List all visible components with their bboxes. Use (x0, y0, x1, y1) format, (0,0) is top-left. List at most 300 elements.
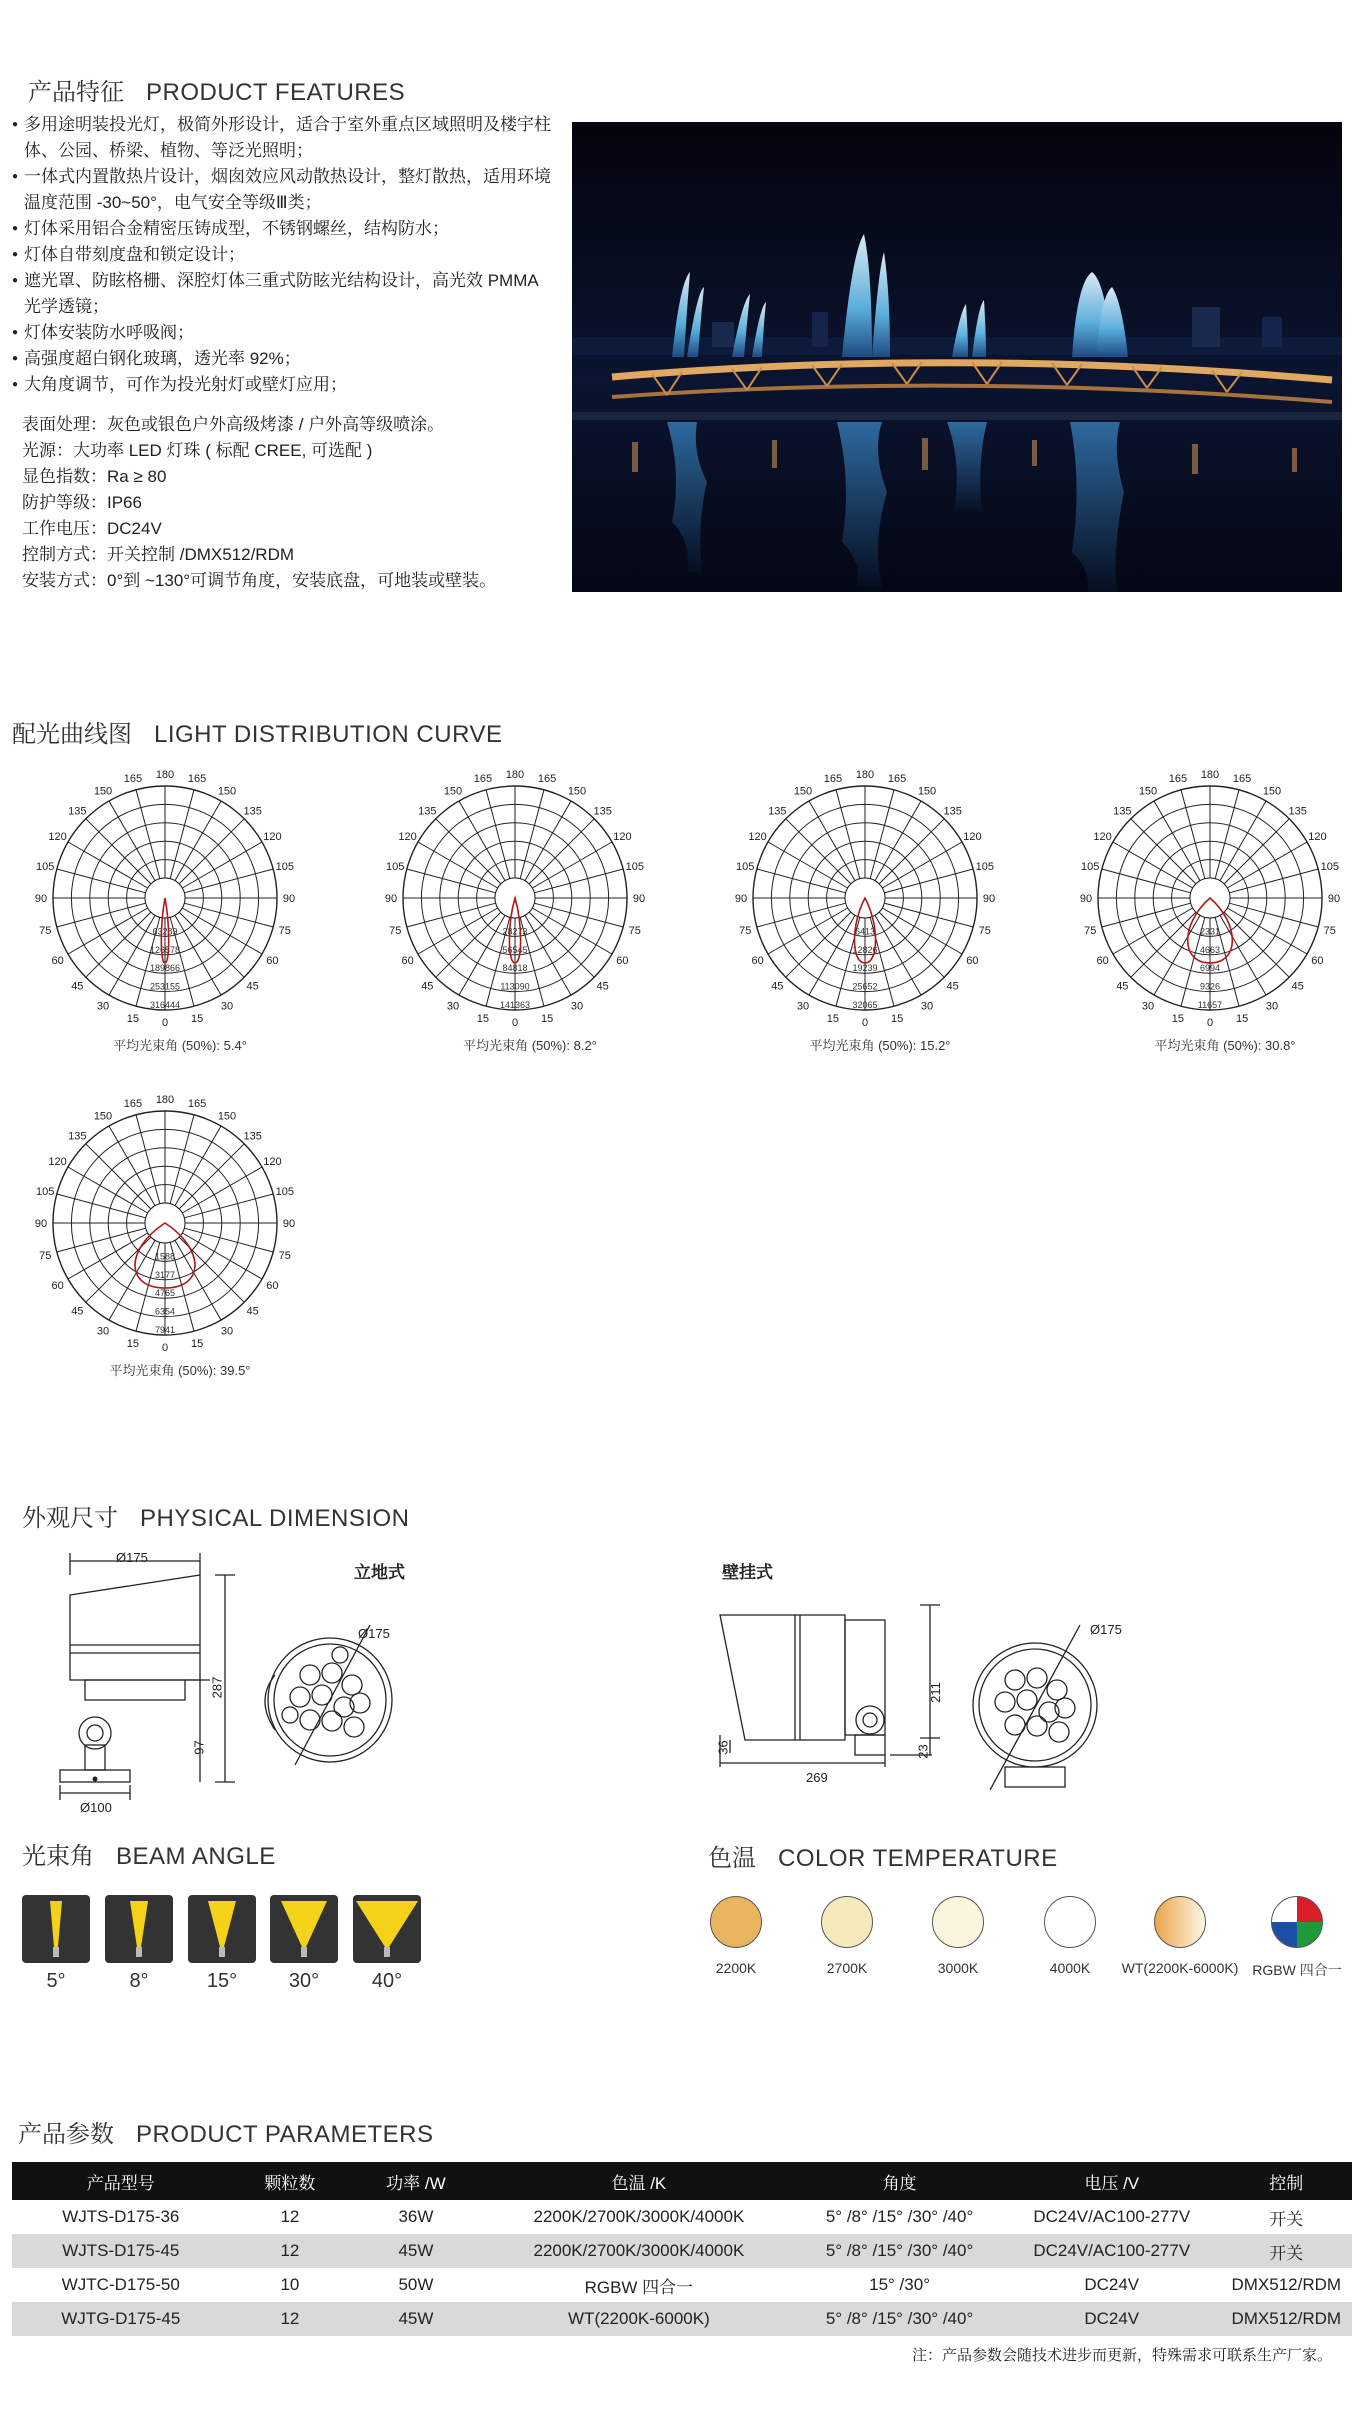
polar-spoke (520, 790, 544, 879)
polar-angle-label: 60 (266, 1280, 279, 1292)
beam-angle-icon (270, 1895, 338, 1963)
polar-angle-label: 150 (93, 785, 113, 798)
wall-base-label: 36 (715, 1740, 731, 1755)
polar-spoke (757, 903, 846, 927)
color-temp-swatch (710, 1896, 762, 1948)
col-header-count: 颗粒数 (230, 2162, 351, 2200)
polar-angle-label: 135 (593, 805, 612, 818)
wall-mount-drawing (700, 1595, 1100, 1815)
polar-angle-label: 0 (1206, 1017, 1214, 1029)
cell-voltage: DC24V/AC100-277V (1033, 2207, 1191, 2226)
polar-caption: 平均光束角 (50%): 39.5° (109, 1363, 251, 1378)
wall-offset-label: 23 (915, 1744, 931, 1759)
polar-angle-label: 165 (887, 773, 907, 786)
polar-spoke (534, 869, 623, 893)
table-row (12, 2302, 1352, 2336)
polar-angle-label: 180 (855, 770, 875, 781)
polar-angle-label: 135 (1288, 805, 1307, 818)
polar-angle-label: 135 (1113, 805, 1132, 818)
cell-control: DMX512/RDM (1231, 2275, 1342, 2294)
col-header-angle: 角度 (796, 2162, 1003, 2200)
polar-angle-label: 90 (282, 893, 296, 905)
cell-angle: 15° /30° (869, 2275, 930, 2294)
color-temp-swatch (1044, 1896, 1096, 1948)
polar-angle-label: 150 (917, 785, 937, 798)
color-temp-title-cn: 色温 (708, 1845, 756, 1872)
polar-ring-value: 6994 (1199, 963, 1221, 974)
table-row (12, 2234, 1352, 2268)
col-header-voltage: 电压 /V (1003, 2162, 1221, 2200)
polar-spoke (870, 790, 894, 879)
beam-angle-label: 15° (206, 1970, 238, 1992)
polar-angle-label: 120 (1093, 831, 1112, 843)
polar-angle-label: 90 (1327, 893, 1341, 905)
features-bullet: ● 高强度超白钢化玻璃，透光率 92%； (12, 346, 552, 372)
color-temp-title (708, 1838, 1058, 1873)
features-title-en: PRODUCT FEATURES (146, 79, 406, 106)
floor-head-diameter-label: Ø175 (358, 1626, 390, 1641)
color-temp-swatch (1154, 1896, 1206, 1948)
polar-angle-label: 30 (220, 1325, 234, 1338)
polar-angle-label: 15 (1235, 1012, 1249, 1025)
cell-count: 12 (230, 2234, 351, 2268)
polar-spoke (1229, 903, 1318, 927)
polar-spoke (57, 1194, 146, 1218)
cell-power: 36W (398, 2207, 434, 2226)
features-bullet: ● 灯体自带刻度盘和锁定设计； (12, 242, 552, 268)
polar-spoke (1229, 869, 1318, 893)
polar-spoke (184, 1228, 273, 1252)
beam-angle-label: 40° (371, 1970, 403, 1992)
polar-ring-value: 11657 (1197, 1000, 1223, 1010)
polar-angle-label: 0 (161, 1017, 169, 1029)
polar-angle-label: 120 (963, 831, 982, 843)
features-bullet: ● 遮光罩、防眩格栅、深腔灯体三重式防眩光结构设计，高光效 PMMA 光学透镜； (12, 268, 552, 320)
polar-angle-label: 135 (768, 805, 787, 818)
polar-angle-label: 90 (1079, 893, 1093, 905)
polar-spoke (884, 903, 973, 927)
polar-angle-label: 30 (220, 1000, 234, 1013)
polar-angle-label: 30 (920, 1000, 934, 1013)
color-temp-swatch (821, 1896, 873, 1948)
polar-spoke (170, 790, 194, 879)
cell-cct: RGBW 四合一 (584, 2277, 694, 2297)
polar-angle-label: 120 (263, 831, 282, 843)
polar-angle-label: 75 (278, 925, 291, 938)
col-header-control: 控制 (1221, 2162, 1352, 2200)
polar-angle-label: 165 (537, 773, 557, 786)
polar-spoke (57, 1228, 146, 1252)
params-note: 注：产品参数会随技术进步而更新，特殊需求可联系生产厂家。 (911, 2347, 1332, 2364)
polar-angle-label: 45 (246, 980, 259, 993)
polar-spoke (836, 790, 860, 879)
polar-spoke (757, 869, 846, 893)
polar-ring-value: 189866 (149, 963, 181, 974)
col-header-power: 功率 /W (350, 2162, 481, 2200)
polar-angle-label: 30 (1265, 1000, 1279, 1013)
polar-ring-value: 32065 (852, 1000, 878, 1010)
spec-line: 表面处理：灰色或银色户外高级烤漆 / 户外高等级喷涂。 (22, 415, 445, 434)
wall-height-label: 211 (927, 1682, 943, 1703)
polar-angle-label: 15 (190, 1012, 204, 1025)
polar-spoke (86, 912, 151, 977)
features-title-cn: 产品特征 (28, 79, 124, 106)
polar-angle-label: 15 (126, 1337, 140, 1350)
polar-spoke (407, 869, 496, 893)
cell-control: 开关 (1269, 2209, 1304, 2229)
polar-angle-label: 165 (473, 773, 493, 786)
color-temp-label: RGBW 四合一 (1252, 1962, 1342, 1978)
polar-angle-label: 120 (1308, 831, 1327, 843)
color-temp-label: WT(2200K-6000K) (1121, 1960, 1239, 1976)
polar-angle-label: 15 (890, 1012, 904, 1025)
cell-voltage: DC24V (1084, 2275, 1140, 2294)
polar-spoke (184, 903, 273, 927)
beam-angle-icon (22, 1895, 90, 1963)
spec-line: 控制方式：开关控制 /DMX512/RDM (22, 545, 295, 564)
polar-caption: 平均光束角 (50%): 15.2° (809, 1038, 951, 1053)
polar-spoke (1102, 869, 1191, 893)
polar-angle-label: 60 (51, 1280, 64, 1292)
polar-spoke (86, 1144, 151, 1209)
polar-angle-label: 45 (71, 980, 84, 993)
polar-chart (1075, 770, 1362, 1032)
polar-angle-label: 90 (632, 893, 646, 905)
polar-angle-label: 180 (155, 770, 175, 781)
polar-angle-label: 75 (628, 925, 641, 938)
cell-angle: 5° /8° /15° /30° /40° (825, 2207, 974, 2226)
polar-spoke (1131, 912, 1196, 977)
polar-angle-label: 180 (1200, 770, 1220, 781)
polar-ring-value: 7941 (154, 1325, 176, 1335)
beam-angle-label: 5° (46, 1970, 66, 1992)
polar-angle-label: 90 (34, 893, 48, 905)
polar-angle-label: 105 (275, 1185, 294, 1198)
beam-angle-icon (105, 1895, 173, 1963)
polar-ring-value: 84818 (502, 963, 528, 974)
polar-spoke (786, 819, 851, 884)
polar-ring-value: 113090 (500, 981, 530, 992)
beam-angle-label: 8° (129, 1970, 149, 1992)
params-title (18, 2114, 433, 2149)
polar-angle-label: 105 (36, 860, 55, 873)
cell-model: WJTC-D175-50 (61, 2275, 180, 2294)
polar-angle-label: 150 (93, 1110, 113, 1123)
polar-chart (30, 770, 330, 1032)
polar-angle-label: 120 (398, 831, 417, 843)
polar-angle-label: 150 (1262, 785, 1282, 798)
polar-angle-label: 45 (596, 980, 609, 993)
polar-caption: 平均光束角 (50%): 8.2° (463, 1038, 597, 1053)
polar-angle-label: 150 (793, 785, 813, 798)
polar-angle-label: 105 (1320, 860, 1339, 873)
beam-title-cn: 光束角 (22, 1843, 94, 1870)
polar-spoke (57, 869, 146, 893)
polar-angle-label: 165 (187, 773, 207, 786)
polar-angle-label: 105 (36, 1185, 55, 1198)
polar-chart (380, 770, 680, 1032)
params-table (12, 2162, 1352, 2336)
polar-angle-label: 30 (96, 1000, 110, 1013)
polar-angle-label: 60 (401, 955, 414, 967)
polar-angle-label: 150 (217, 1110, 237, 1123)
polar-angle-label: 165 (1168, 773, 1188, 786)
color-temp-swatch (1271, 1896, 1323, 1948)
features-bullet: ● 多用途明装投光灯，极简外形设计，适合于室外重点区域照明及楼宇柱体、公园、桥梁、植物、等泛光照明； (12, 112, 552, 164)
dimension-title-cn: 外观尺寸 (22, 1505, 118, 1532)
polar-angle-label: 105 (625, 860, 644, 873)
polar-angle-label: 75 (978, 925, 991, 938)
polar-angle-label: 75 (1323, 925, 1336, 938)
cell-angle: 5° /8° /15° /30° /40° (796, 2302, 1003, 2336)
cell-control: DMX512/RDM (1221, 2302, 1352, 2336)
polar-spoke (1102, 903, 1191, 927)
params-title-en: PRODUCT PARAMETERS (136, 2121, 434, 2148)
wall-mount-label: 壁挂式 (722, 1563, 773, 1582)
polar-spoke (436, 912, 501, 977)
polar-angle-label: 75 (739, 925, 752, 938)
col-header-model: 产品型号 (12, 2162, 230, 2200)
polar-spoke (184, 1194, 273, 1218)
spec-line: 工作电压：DC24V (22, 519, 162, 538)
polar-angle-label: 75 (1084, 925, 1097, 938)
polar-angle-label: 150 (443, 785, 463, 798)
polar-ring-value: 3177 (154, 1269, 176, 1280)
cell-cct: WT(2200K-6000K) (482, 2302, 797, 2336)
polar-ring-value: 6413 (854, 926, 876, 937)
beam-title-en: BEAM ANGLE (116, 1843, 276, 1870)
floor-mount-label: 立地式 (354, 1563, 405, 1582)
polar-angle-label: 45 (1291, 980, 1304, 993)
dimension-title-en: PHYSICAL DIMENSION (140, 1505, 410, 1532)
polar-angle-label: 75 (39, 1250, 52, 1263)
cell-count: 12 (280, 2207, 300, 2226)
features-bullet: ● 大角度调节，可作为投光射灯或壁灯应用； (12, 372, 552, 398)
polar-spoke (786, 912, 851, 977)
polar-angle-label: 15 (1171, 1012, 1185, 1025)
cell-cct: 2200K/2700K/3000K/4000K (533, 2207, 745, 2226)
polar-angle-label: 90 (34, 1218, 48, 1230)
polar-ring-value: 28273 (502, 926, 528, 937)
beam-angle-icon (188, 1895, 256, 1963)
polar-spoke (136, 1115, 160, 1204)
polar-angle-label: 60 (616, 955, 629, 967)
params-header-row (12, 2162, 1352, 2200)
polar-angle-label: 60 (51, 955, 64, 967)
polar-angle-label: 120 (263, 1156, 282, 1168)
polar-angle-label: 45 (771, 980, 784, 993)
polar-spoke (529, 912, 594, 977)
polar-spoke (179, 1144, 244, 1209)
polar-spoke (529, 819, 594, 884)
polar-chart (730, 770, 1030, 1032)
polar-spoke (86, 819, 151, 884)
polar-angle-label: 90 (982, 893, 996, 905)
polar-angle-label: 60 (1096, 955, 1109, 967)
polar-ring-value: 9326 (1199, 981, 1221, 992)
polar-angle-label: 165 (123, 773, 143, 786)
color-temp-label: 2200K (715, 1960, 757, 1976)
polar-spoke (534, 903, 623, 927)
polar-spoke (1224, 819, 1289, 884)
spec-line: 防护等级：IP66 (22, 493, 142, 512)
features-bullet: ● 灯体安装防水呼吸阀； (12, 320, 552, 346)
cell-power: 45W (350, 2234, 481, 2268)
polar-angle-label: 60 (266, 955, 279, 967)
polar-angle-label: 30 (96, 1325, 110, 1338)
polar-ring-value: 1588 (154, 1251, 176, 1262)
bridge-night-illustration (572, 122, 1342, 592)
wall-width-label: 269 (806, 1770, 828, 1785)
color-temp-label: 4000K (1049, 1960, 1091, 1976)
wall-head-diameter-label: Ø175 (1090, 1622, 1122, 1637)
polar-ring-value: 19239 (852, 963, 878, 974)
polar-angle-label: 120 (48, 1156, 67, 1168)
polar-angle-label: 15 (540, 1012, 554, 1025)
polar-spoke (184, 869, 273, 893)
beam-angle-icon (353, 1895, 421, 1963)
beam-title (22, 1836, 276, 1871)
polar-ring-value: 316444 (149, 1000, 181, 1010)
spec-line: 安装方式：0°到 ~130°可调节角度，安装底盘，可地装或壁装。 (22, 571, 497, 590)
polar-spoke (884, 869, 973, 893)
spec-line: 显色指数：Ra ≥ 80 (22, 467, 167, 486)
polar-angle-label: 45 (246, 1305, 259, 1318)
polar-angle-label: 150 (217, 785, 237, 798)
color-temp-swatch (932, 1896, 984, 1948)
polar-angle-label: 120 (613, 831, 632, 843)
polar-angle-label: 180 (155, 1095, 175, 1106)
polar-spoke (1215, 790, 1239, 879)
cell-model: WJTS-D175-45 (12, 2234, 230, 2268)
polar-angle-label: 165 (123, 1098, 143, 1111)
polar-spoke (1181, 790, 1205, 879)
polar-angle-label: 15 (126, 1012, 140, 1025)
polar-angle-label: 105 (386, 860, 405, 873)
table-row (12, 2268, 1352, 2302)
polar-angle-label: 75 (278, 1250, 291, 1263)
polar-angle-label: 45 (421, 980, 434, 993)
beam-angle-label: 30° (288, 1970, 320, 1992)
polar-angle-label: 0 (511, 1017, 519, 1029)
polar-angle-label: 30 (796, 1000, 810, 1013)
distribution-title (12, 714, 503, 749)
cell-voltage: DC24V (1003, 2302, 1221, 2336)
polar-ring-value: 4663 (1199, 944, 1221, 955)
polar-angle-label: 105 (736, 860, 755, 873)
floor-base-height-label: 97 (191, 1740, 207, 1755)
polar-caption: 平均光束角 (50%): 30.8° (1154, 1038, 1296, 1053)
color-temp-title-en: COLOR TEMPERATURE (778, 1845, 1058, 1872)
polar-caption: 平均光束角 (50%): 5.4° (113, 1038, 247, 1053)
polar-chart (30, 1095, 330, 1357)
features-spec-list (22, 412, 562, 594)
floor-height-label: 287 (209, 1676, 225, 1699)
polar-angle-label: 45 (71, 1305, 84, 1318)
polar-angle-label: 165 (187, 1098, 207, 1111)
polar-ring-value: 12826 (852, 944, 878, 955)
color-temp-label: 2700K (826, 1960, 868, 1976)
params-title-cn: 产品参数 (18, 2121, 114, 2148)
polar-spoke (136, 790, 160, 879)
distribution-title-cn: 配光曲线图 (12, 721, 132, 748)
cell-power: 45W (350, 2302, 481, 2336)
polar-spoke (170, 1115, 194, 1204)
polar-spoke (879, 912, 944, 977)
distribution-title-en: LIGHT DISTRIBUTION CURVE (154, 721, 503, 748)
polar-angle-label: 45 (946, 980, 959, 993)
polar-ring-value: 126578 (149, 944, 181, 955)
polar-angle-label: 90 (734, 893, 748, 905)
polar-angle-label: 90 (282, 1218, 296, 1230)
cell-count: 12 (230, 2302, 351, 2336)
polar-angle-label: 135 (68, 805, 87, 818)
polar-angle-label: 105 (275, 860, 294, 873)
polar-angle-label: 75 (39, 925, 52, 938)
polar-ring-value: 6354 (154, 1306, 176, 1317)
polar-angle-label: 105 (1081, 860, 1100, 873)
bridge-night-photo (572, 122, 1342, 592)
cell-angle: 5° /8° /15° /30° /40° (796, 2234, 1003, 2268)
polar-angle-label: 45 (1116, 980, 1129, 993)
col-header-cct: 色温 /K (482, 2162, 797, 2200)
polar-spoke (57, 903, 146, 927)
polar-ring-value: 2331 (1199, 926, 1221, 937)
polar-angle-label: 120 (748, 831, 767, 843)
polar-angle-label: 0 (861, 1017, 869, 1029)
polar-angle-label: 135 (943, 805, 962, 818)
table-row (12, 2200, 1352, 2234)
floor-mount-drawing (40, 1545, 400, 1805)
cell-cct: 2200K/2700K/3000K/4000K (482, 2234, 797, 2268)
cell-model: WJTG-D175-45 (12, 2302, 230, 2336)
polar-ring-value: 63289 (152, 926, 178, 937)
polar-spoke (486, 790, 510, 879)
polar-angle-label: 135 (243, 1130, 262, 1143)
polar-angle-label: 90 (384, 893, 398, 905)
polar-ring-value: 25652 (852, 981, 878, 992)
polar-angle-label: 15 (476, 1012, 490, 1025)
polar-ring-value: 253155 (149, 981, 181, 992)
floor-base-diameter-label: Ø100 (80, 1800, 112, 1815)
polar-angle-label: 180 (505, 770, 525, 781)
polar-angle-label: 60 (966, 955, 979, 967)
polar-spoke (879, 819, 944, 884)
polar-angle-label: 30 (446, 1000, 460, 1013)
polar-angle-label: 30 (570, 1000, 584, 1013)
cell-control: 开关 (1221, 2234, 1352, 2268)
polar-spoke (179, 912, 244, 977)
polar-angle-label: 150 (1138, 785, 1158, 798)
polar-angle-label: 15 (190, 1337, 204, 1350)
polar-angle-label: 75 (389, 925, 402, 938)
polar-angle-label: 105 (975, 860, 994, 873)
polar-angle-label: 165 (1232, 773, 1252, 786)
features-bullet: ● 灯体采用铝合金精密压铸成型，不锈钢螺丝，结构防水； (12, 216, 552, 242)
floor-diameter-label: Ø175 (116, 1550, 148, 1565)
polar-angle-label: 15 (826, 1012, 840, 1025)
polar-spoke (407, 903, 496, 927)
polar-angle-label: 135 (68, 1130, 87, 1143)
polar-angle-label: 165 (823, 773, 843, 786)
cell-voltage: DC24V/AC100-277V (1003, 2234, 1221, 2268)
polar-spoke (1131, 819, 1196, 884)
polar-spoke (1224, 912, 1289, 977)
polar-spoke (179, 819, 244, 884)
polar-angle-label: 135 (243, 805, 262, 818)
polar-ring-value: 56545 (502, 944, 528, 955)
cell-model: WJTS-D175-36 (62, 2207, 180, 2226)
